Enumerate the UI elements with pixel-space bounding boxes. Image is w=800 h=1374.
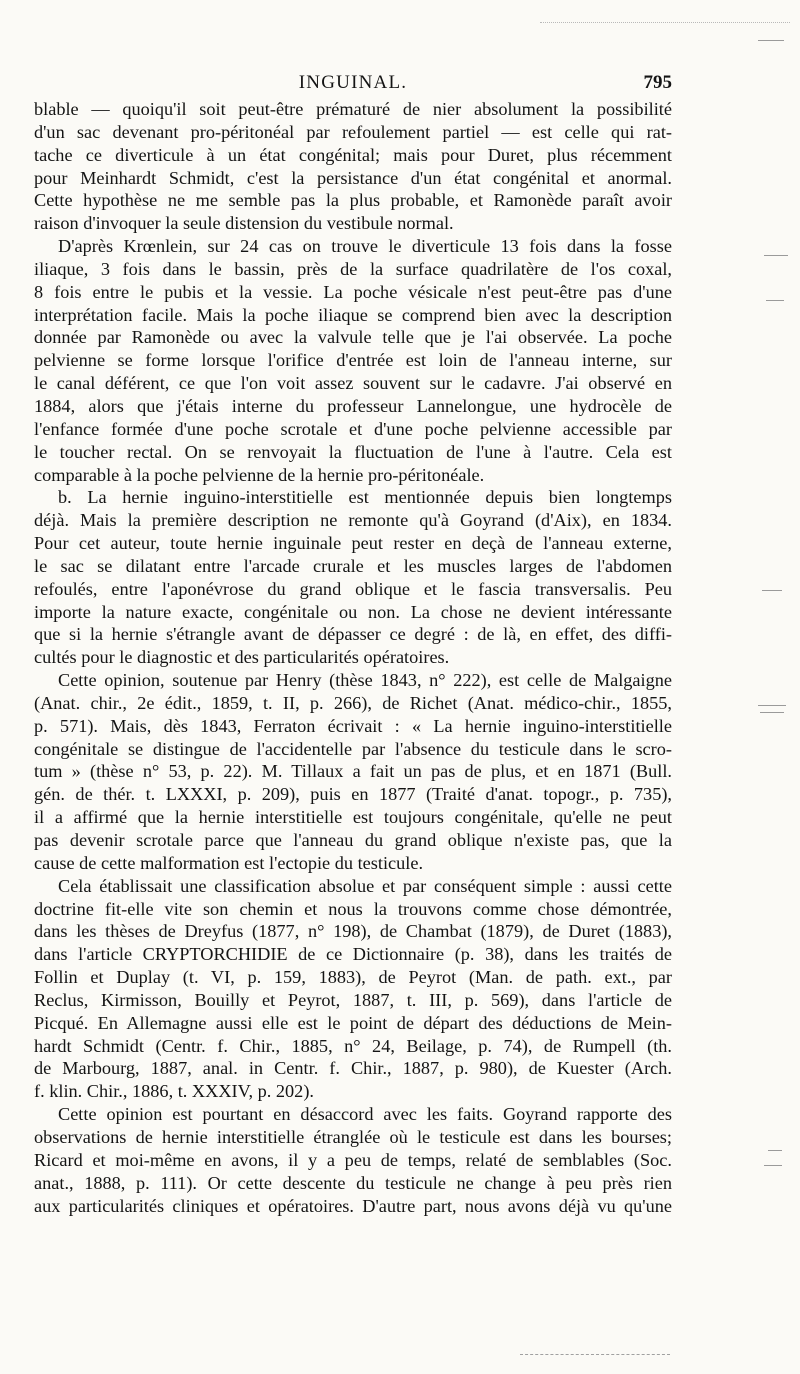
margin-mark: [760, 712, 784, 713]
text-line: observations de hernie interstitielle étranglée où le testicule est dans les bourses;: [34, 1126, 672, 1147]
text-line: (Anat. chir., 2e édit., 1859, t. II, p. 266), de Richet (Anat. médico-chir., 1855,: [34, 692, 672, 713]
text-line: anat., 1888, p. 111). Or cette descente du testicule ne change à peu près rien: [34, 1172, 672, 1193]
text-line: interprétation facile. Mais la poche iliaque se comprend bien avec la description: [34, 304, 672, 325]
text-line: cultés pour le diagnostic et des particularités opératoires.: [34, 647, 450, 668]
text-line: D'après Krœnlein, sur 24 cas on trouve le diverticule 13 fois dans la fosse: [58, 236, 672, 257]
text-line: refoulés, entre l'aponévrose du grand oblique et le fascia transversalis. Peu: [34, 578, 672, 599]
text-line: pelvienne se forme lorsque l'orifice d'entrée est loin de l'anneau interne, sur: [34, 350, 672, 371]
text-line: donnée par Ramonède ou avec la valvule telle que je l'ai observée. La poche: [34, 327, 672, 348]
text-line: doctrine fit-elle vite son chemin et nous la trouvons comme chose démontrée,: [34, 898, 672, 919]
text-line: Pour cet auteur, toute hernie inguinale peut rester en deçà de l'anneau externe,: [34, 533, 672, 554]
text-line: hardt Schmidt (Centr. f. Chir., 1885, n° 24, Beilage, p. 74), de Rumpell (th.: [34, 1035, 672, 1056]
margin-mark: [768, 1150, 782, 1151]
margin-mark: [764, 1165, 782, 1166]
text-line: Cette hypothèse ne me semble pas la plus probable, et Ramonède paraît avoir: [34, 190, 672, 211]
text-line: de Marbourg, 1887, anal. in Centr. f. Chir., 1887, p. 980), de Kuester (Arch.: [34, 1058, 672, 1079]
text-line: aux particularités cliniques et opératoires. D'autre part, nous avons déjà vu qu'une: [34, 1195, 672, 1216]
text-line: dans l'article CRYPTORCHIDIE de ce Dictionnaire (p. 38), dans les traités de: [34, 944, 672, 965]
text-line: que si la hernie s'étrangle avant de dépasser ce degré : de là, en effet, des diffi-: [34, 624, 672, 645]
margin-mark: [758, 705, 786, 706]
text-line: l'enfance formée d'une poche scrotale et d'une poche pelvienne accessible par: [34, 418, 672, 439]
text-line: f. klin. Chir., 1886, t. XXXIV, p. 202).: [34, 1081, 314, 1102]
text-line: importe la nature exacte, congénitale ou non. La chose ne devient intéressante: [34, 601, 672, 622]
text-line: p. 571). Mais, dès 1843, Ferraton écrivait : « La hernie inguino-interstitielle: [34, 715, 672, 736]
text-line: déjà. Mais la première description ne remonte qu'à Goyrand (d'Aix), en 1834.: [34, 510, 672, 531]
margin-scan-marks: [728, 0, 800, 1374]
text-line: 1884, alors que j'étais interne du professeur Lannelongue, une hydrocèle de: [34, 395, 672, 416]
text-line: Ricard et moi-même en avons, il y a peu de temps, relaté de semblables (Soc.: [34, 1149, 672, 1170]
text-line: pour Meinhardt Schmidt, c'est la persistance d'un état congénital et anormal.: [34, 167, 672, 188]
text-line: congénitale se distingue de l'accidentelle par l'absence du testicule dans le scro-: [34, 738, 672, 759]
text-line: tum » (thèse n° 53, p. 22). M. Tillaux a fait un pas de plus, et en 1871 (Bull.: [34, 761, 672, 782]
text-line: il a affirmé que la hernie interstitielle est toujours congénitale, qu'elle ne peut: [34, 807, 672, 828]
text-line: Cette opinion, soutenue par Henry (thèse 1843, n° 222), est celle de Malgaigne: [58, 670, 672, 691]
text-line: pas devenir scrotale parce que l'anneau du grand oblique n'existe pas, que la: [34, 830, 672, 850]
margin-mark: [764, 255, 788, 256]
text-line: comparable à la poche pelvienne de la hernie pro-péritonéale.: [34, 464, 485, 485]
text-line: le toucher rectal. On se renvoyait la fluctuation de l'une à l'autre. Cela est: [34, 441, 672, 462]
text-line: iliaque, 3 fois dans le bassin, près de la surface quadrilatère de l'os coxal,: [34, 258, 672, 279]
page-number: 795: [643, 72, 672, 93]
text-line: tache ce diverticule à un état congénital; mais pour Duret, plus récemment: [34, 144, 672, 165]
text-line: Follin et Duplay (t. VI, p. 159, 1883), de Peyrot (Man. de path. ext., par: [34, 967, 672, 988]
text-line: Picqué. En Allemagne aussi elle est le point de départ des déductions de Mein-: [34, 1012, 672, 1033]
scan-artifact-bottom: [520, 1354, 670, 1356]
body-text: [34, 98, 672, 1217]
margin-mark: [766, 300, 784, 301]
text-line: raison d'invoquer la seule distension du vestibule normal.: [34, 213, 454, 234]
text-line: b. La hernie inguino-interstitielle est mentionnée depuis bien longtemps: [58, 487, 672, 508]
text-line: d'un sac devenant pro-péritonéal par refoulement partiel — est celle qui rat-: [34, 121, 672, 142]
text-line: Reclus, Kirmisson, Bouilly et Peyrot, 1887, t. III, p. 569), dans l'article de: [34, 989, 672, 1010]
text-line: Cette opinion est pourtant en désaccord avec les faits. Goyrand rapporte des: [58, 1104, 672, 1125]
text-line: le sac se dilatant entre l'arcade crurale et les muscles larges de l'abdomen: [34, 555, 672, 576]
text-line: cause de cette malformation est l'ectopie du testicule.: [34, 852, 424, 873]
margin-mark: [758, 40, 784, 41]
page-header: [34, 72, 672, 98]
running-title: INGUINAL.: [298, 72, 408, 93]
text-line: dans les thèses de Dreyfus (1877, n° 198), de Chambat (1879), de Duret (1883),: [34, 921, 672, 942]
text-line: Cela établissait une classification absolue et par conséquent simple : aussi cette: [58, 875, 672, 896]
text-line: gén. de thér. t. LXXXI, p. 209), puis en 1877 (Traité d'anat. topogr., p. 735),: [34, 784, 672, 805]
margin-mark: [762, 590, 782, 591]
text-line: 8 fois entre le pubis et la vessie. La poche vésicale n'est peut-être pas d'une: [34, 281, 672, 302]
text-line: blable — quoiqu'il soit peut-être prématuré de nier absolument la possibilité: [34, 99, 672, 119]
text-line: le canal déférent, ce que l'on voit assez souvent sur le cadavre. J'ai observé en: [34, 373, 672, 394]
